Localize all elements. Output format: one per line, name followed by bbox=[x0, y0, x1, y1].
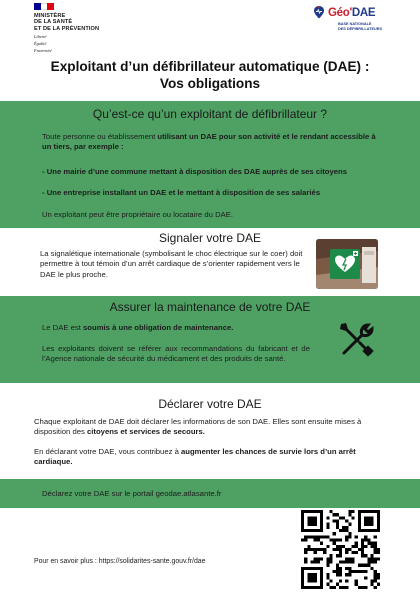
section-4-paragraph-2: En déclarant votre DAE, vous contribuez à augmenter les chances de survie lors d’un arrêt cardiaque. bbox=[34, 447, 356, 467]
section-declare-dae bbox=[0, 383, 420, 479]
section-what-is-exploitant bbox=[0, 101, 420, 228]
section-1-example-1: - Une mairie d’une commune mettant à disposition des DAE auprès de ses citoyens bbox=[42, 167, 348, 176]
page-title: Exploitant d’un défibrillateur automatique (DAE) : Vos obligations bbox=[50, 59, 370, 91]
section-1-intro: Toute personne ou établissement utilisant un DAE pour son activité et le rendant accessible à un tiers, par exemple : bbox=[42, 132, 376, 152]
section-3-title: Assurer la maintenance de votre DAE bbox=[109, 300, 311, 314]
aed-sign-icon bbox=[316, 239, 378, 289]
portal-text: Déclarez votre DAE sur le portail geodae.atlasante.fr bbox=[42, 489, 222, 498]
wrench-screwdriver-icon bbox=[336, 319, 378, 361]
section-4-title: Déclarer votre DAE bbox=[158, 397, 262, 411]
section-2-title: Signaler votre DAE bbox=[158, 231, 262, 245]
location-pin-icon bbox=[312, 5, 326, 19]
section-1-title: Qu’est-ce qu’un exploitant de défibrillateur ? bbox=[92, 107, 328, 121]
section-1-example-2: - Une entreprise installant un DAE et le mettant à disposition de ses salariés bbox=[42, 188, 321, 197]
section-3-obligation: Le DAE est soumis à une obligation de maintenance. bbox=[42, 323, 234, 332]
motto-line-3: Fraternité bbox=[34, 48, 52, 54]
motto-line-2: Égalité bbox=[34, 41, 47, 47]
footer-more-info: Pour en savoir plus : https://solidarites-sante.gouv.fr/dae bbox=[34, 558, 206, 565]
ministry-name-line-3: ET DE LA PRÉVENTION bbox=[34, 25, 100, 32]
ministry-block bbox=[34, 3, 144, 53]
qr-code-icon bbox=[301, 510, 380, 589]
section-4-paragraph-1: Chaque exploitant de DAE doit déclarer les informations de son DAE. Elles sont ensuite mises à disposition des citoyens et services de secours. bbox=[34, 417, 362, 437]
section-2-text: La signalétique internationale (symbolisant le choc électrique sur le coer) doit permettre à tout témoin d’un arrêt cardiaque de s’orienter rapidement vers le DAE le plus proche. bbox=[40, 249, 303, 279]
header bbox=[0, 0, 420, 58]
geodae-logo bbox=[308, 3, 398, 47]
logo-subtitle: BASE NATIONALE DES DÉFIBRILLATEURS bbox=[338, 22, 383, 31]
logo-name: Géo'DAE bbox=[328, 7, 376, 19]
section-1-note: Un exploitant peut être propriétaire ou locataire du DAE. bbox=[42, 210, 234, 219]
ministry-name-line-1: MINISTÈRE bbox=[34, 13, 66, 19]
ministry-name-line-2: DE LA SANTÉ bbox=[34, 19, 73, 26]
marianne-flag-icon bbox=[34, 3, 54, 10]
motto-line-1: Liberté bbox=[34, 34, 47, 40]
section-3-text: Les exploitants doivent se référer aux recommandations du fabricant et de l’Agence nationale de sécurité du médicament et des produits de santé. bbox=[42, 344, 310, 364]
section-declare-portal bbox=[0, 479, 420, 508]
